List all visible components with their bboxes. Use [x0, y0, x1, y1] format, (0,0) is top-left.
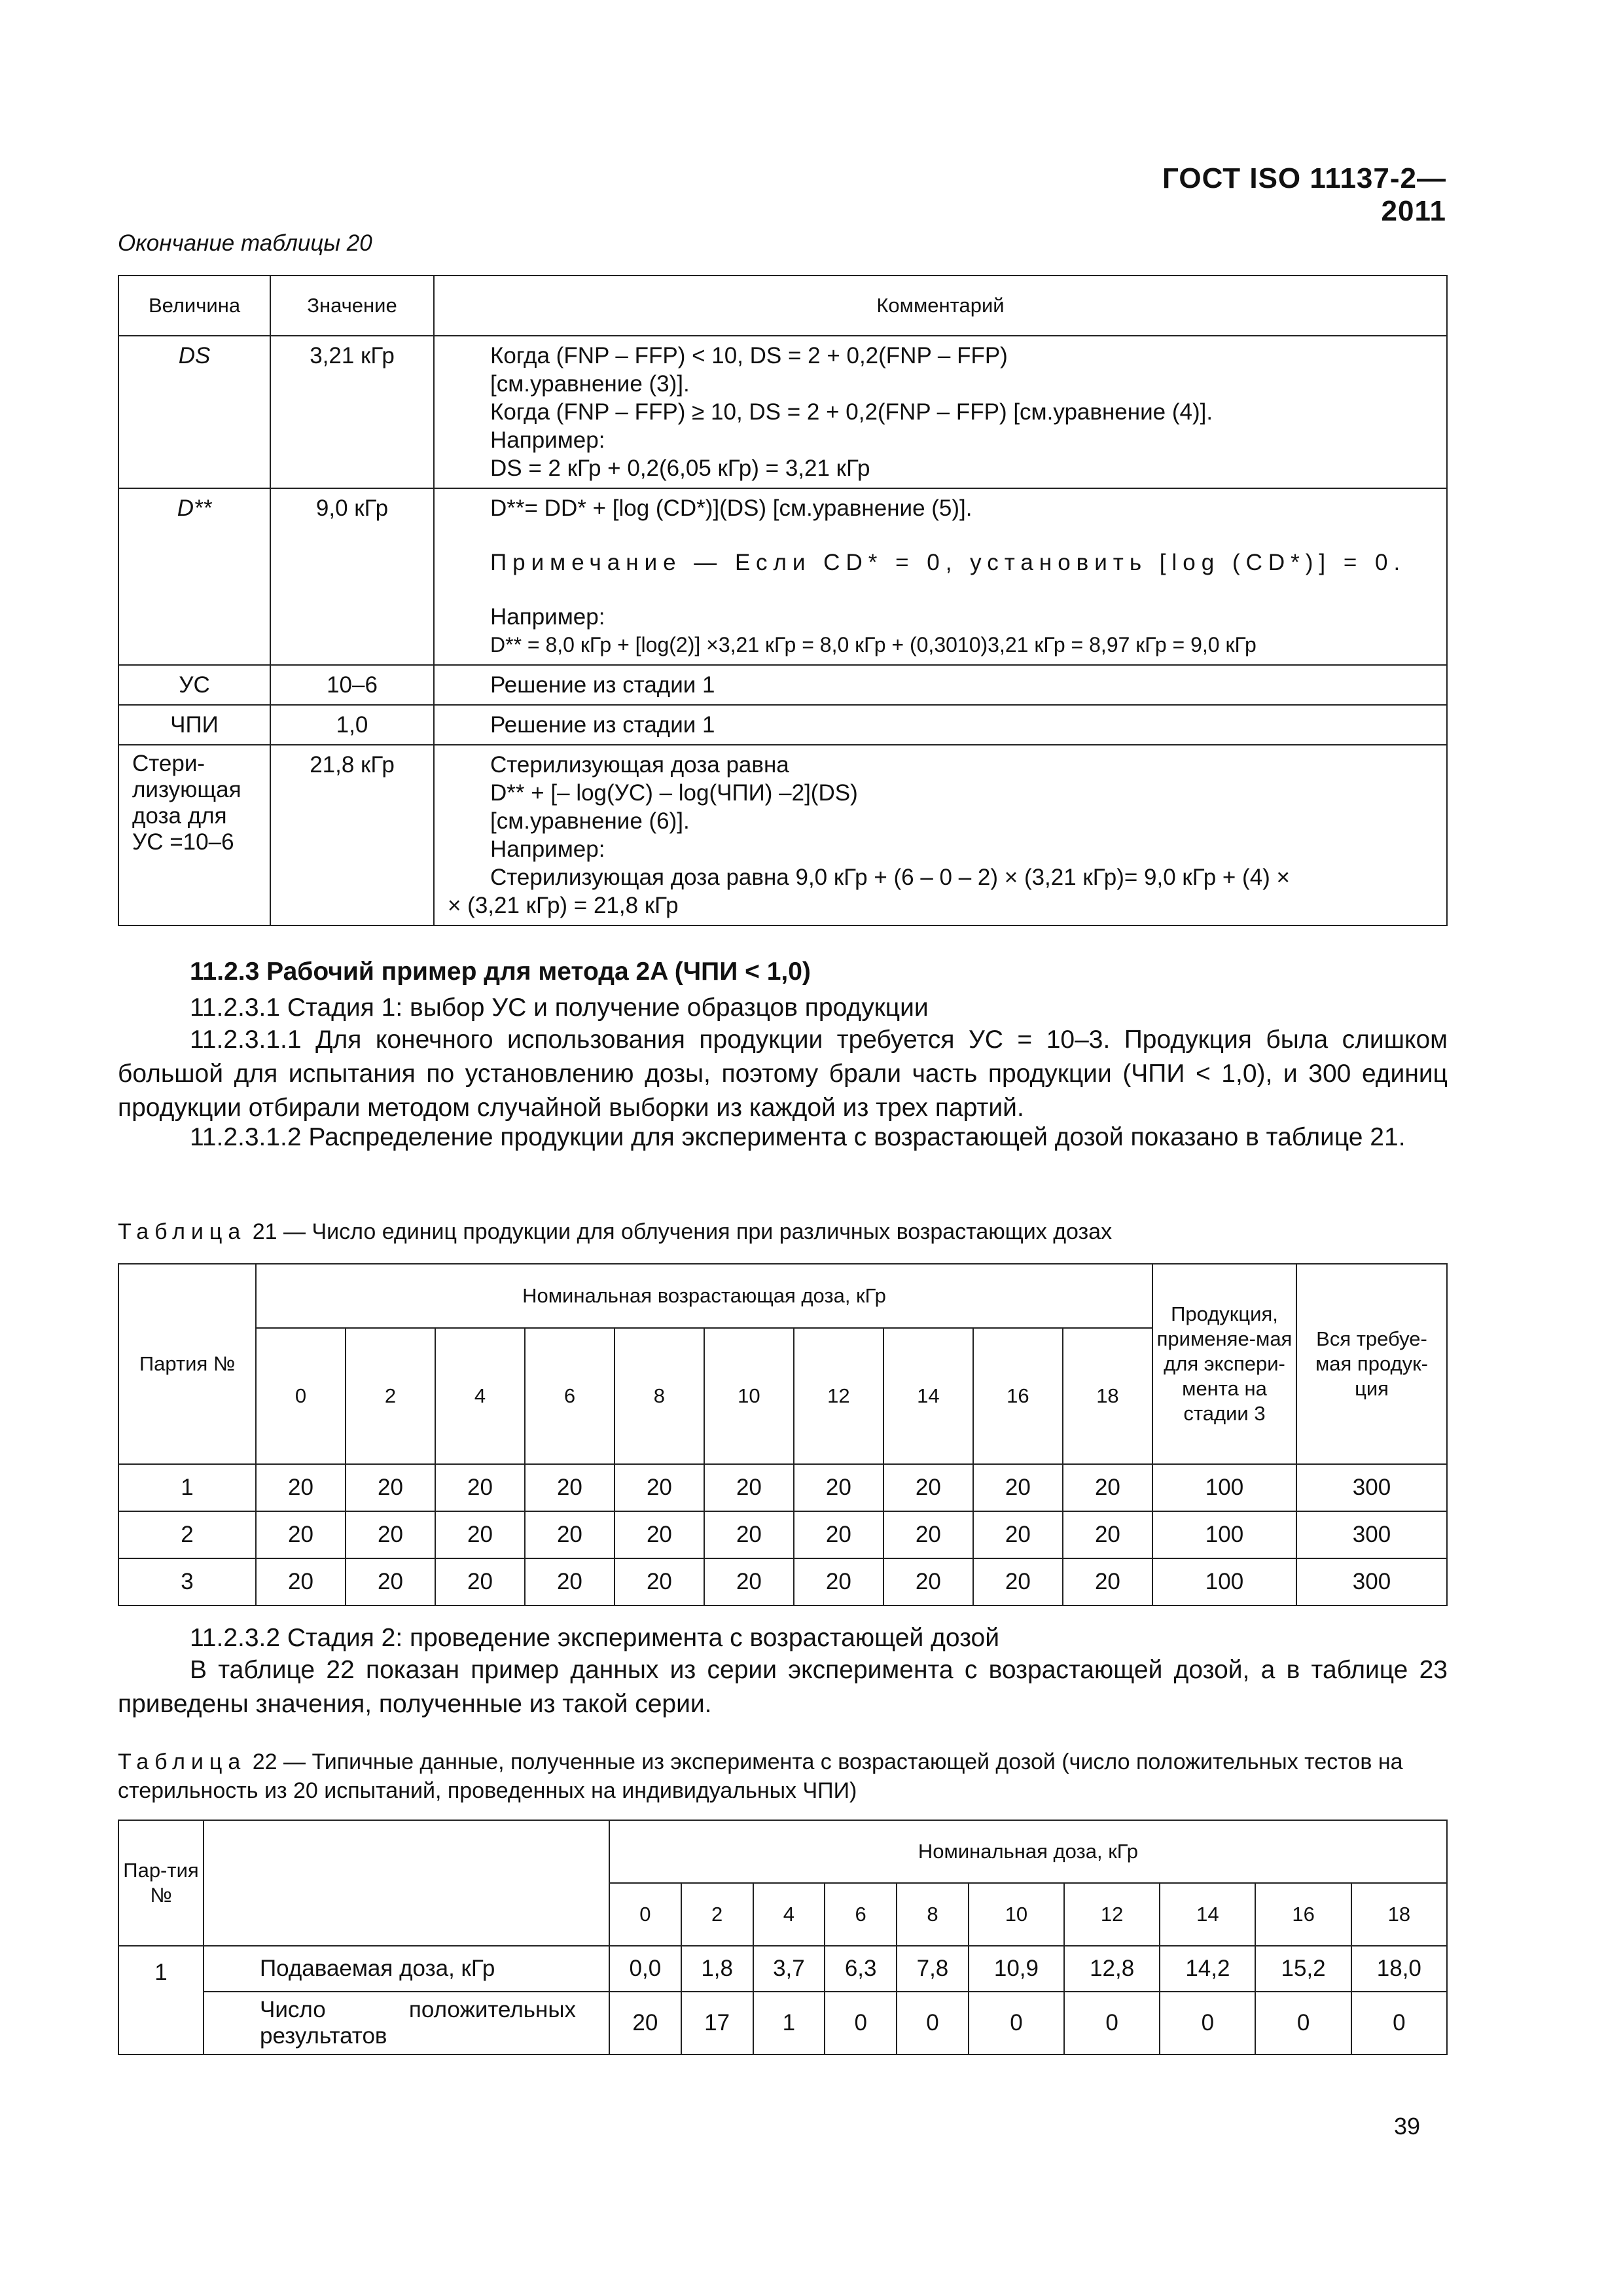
- value-cell: 20: [883, 1464, 973, 1511]
- batch-cell: 1: [118, 1464, 256, 1511]
- quantity-value: 9,0 кГр: [270, 488, 434, 665]
- value-cell: 1: [753, 1992, 825, 2054]
- value-cell: 18,0: [1351, 1946, 1447, 1992]
- value-cell: 20: [794, 1558, 883, 1605]
- dose-value: 16: [973, 1328, 1063, 1464]
- value-cell: 0: [969, 1992, 1064, 2054]
- quantity-comment: [434, 336, 1447, 488]
- value-cell: 20: [435, 1558, 525, 1605]
- comment-line: Стерилизующая доза равна 9,0 кГр + (6 – 0 – 2) × (3,21 кГр)= 9,0 кГр + (4) ×: [490, 865, 1290, 890]
- paragraph-stage2: 11.2.3.2 Стадия 2: проведение эксперимента с возрастающей дозой: [190, 1624, 999, 1652]
- value-cell: 20: [615, 1558, 704, 1605]
- value-cell: 20: [1063, 1511, 1152, 1558]
- dose-value: 4: [435, 1328, 525, 1464]
- value-cell: 20: [435, 1464, 525, 1511]
- value-cell: 20: [256, 1511, 346, 1558]
- quantity-value: 1,0: [270, 705, 434, 745]
- comment-line: Например:: [490, 836, 605, 862]
- quantity-value: 3,21 кГр: [270, 336, 434, 488]
- comment-line: DS = 2 кГр + 0,2(6,05 кГр) = 3,21 кГр: [490, 456, 870, 481]
- caption-label: Таблица: [118, 1749, 247, 1774]
- table-row: [118, 1558, 1447, 1605]
- batch-cell: 1: [118, 1946, 204, 2054]
- value-cell: 3,7: [753, 1946, 825, 1992]
- table-row: [118, 745, 1447, 925]
- value-cell: 20: [704, 1558, 794, 1605]
- value-cell: 20: [346, 1464, 435, 1511]
- table-row: [118, 1946, 1447, 1992]
- total-cell: 300: [1296, 1464, 1447, 1511]
- comment-line: Стерилизующая доза равна: [490, 752, 789, 778]
- table-row: [118, 1992, 1447, 2054]
- stage3-cell: 100: [1152, 1511, 1296, 1558]
- total-cell: 300: [1296, 1511, 1447, 1558]
- col-header-total: Вся требуе-мая продук-ция: [1296, 1264, 1447, 1464]
- quantity-comment: [434, 665, 1447, 705]
- dose-value: 12: [1064, 1883, 1160, 1946]
- stage3-cell: 100: [1152, 1464, 1296, 1511]
- table-row: [118, 705, 1447, 745]
- value-cell: 20: [973, 1464, 1063, 1511]
- col-header-blank: [204, 1820, 609, 1946]
- quantity-name: УС: [118, 665, 270, 705]
- stage3-cell: 100: [1152, 1558, 1296, 1605]
- value-cell: 20: [435, 1511, 525, 1558]
- comment-line: D** = 8,0 кГр + [log(2)] ×3,21 кГр = 8,0 кГр + (0,3010)3,21 кГр = 8,97 кГр = 9,0 кГр: [490, 633, 1257, 656]
- row-label: Число положительных результатов: [204, 1992, 609, 2054]
- dose-value: 6: [525, 1328, 615, 1464]
- paragraph-distribution: 11.2.3.1.2 Распределение продукции для эксперимента с возрастающей дозой показано в таблице 21.: [190, 1123, 1406, 1151]
- comment-line: D** + [– log(УС) – log(ЧПИ) –2](DS): [490, 780, 858, 806]
- table-row: [118, 488, 1447, 665]
- table-20: [118, 275, 1448, 926]
- comment-line: Например:: [490, 604, 605, 630]
- caption-text: 22 — Типичные данные, полученные из эксперимента с возрастающей дозой (число положительных тестов на стерильность из 20 испытаний, проведенных на индивидуальных ЧПИ): [118, 1749, 1403, 1803]
- quantity-name: DS: [118, 336, 270, 488]
- col-header-stage3: Продукция, применяе-мая для экспери-мента на стадии 3: [1152, 1264, 1296, 1464]
- dose-value: 8: [615, 1328, 704, 1464]
- table-header-row: [118, 1264, 1447, 1328]
- total-cell: 300: [1296, 1558, 1447, 1605]
- value-cell: 7,8: [897, 1946, 969, 1992]
- value-cell: 1,8: [681, 1946, 753, 1992]
- quantity-comment: [434, 488, 1447, 665]
- dose-value: 8: [897, 1883, 969, 1946]
- table-row: [118, 336, 1447, 488]
- value-cell: 0,0: [609, 1946, 681, 1992]
- comment-line: Например:: [490, 427, 605, 453]
- value-cell: 20: [883, 1511, 973, 1558]
- value-cell: 0: [1351, 1992, 1447, 2054]
- page-number: 39: [1394, 2113, 1421, 2140]
- quantity-value: 10–6: [270, 665, 434, 705]
- dose-value: 6: [825, 1883, 897, 1946]
- quantity-name: ЧПИ: [118, 705, 270, 745]
- value-cell: 20: [609, 1992, 681, 2054]
- table-header-row: [118, 276, 1447, 336]
- table-row: [118, 665, 1447, 705]
- comment-spacer: [490, 522, 1440, 548]
- dose-value: 10: [704, 1328, 794, 1464]
- comment-note: Примечание — Если CD* = 0, установить [log (CD*)] = 0.: [490, 550, 1406, 575]
- value-cell: 20: [615, 1464, 704, 1511]
- value-cell: 0: [1255, 1992, 1351, 2054]
- value-cell: 12,8: [1064, 1946, 1160, 1992]
- quantity-value: 21,8 кГр: [270, 745, 434, 925]
- batch-cell: 2: [118, 1511, 256, 1558]
- value-cell: 14,2: [1160, 1946, 1255, 1992]
- dose-value: 10: [969, 1883, 1064, 1946]
- comment-line: Решение из стадии 1: [490, 672, 715, 698]
- paragraph-requirement: 11.2.3.1.1 Для конечного использования продукции требуется УС = 10–3. Продукция была слишком большой для испытания по установлению дозы, поэтому брали часть продукции (ЧПИ < 1,0), и 300 единиц продукции отбирали методом случайной выборки из каждой из трех партий.: [118, 1026, 1448, 1122]
- dose-value: 16: [1255, 1883, 1351, 1946]
- table-row: [118, 1511, 1447, 1558]
- value-cell: 20: [256, 1464, 346, 1511]
- value-cell: 20: [973, 1558, 1063, 1605]
- value-cell: 0: [1064, 1992, 1160, 2054]
- quantity-comment: [434, 705, 1447, 745]
- value-cell: 20: [346, 1511, 435, 1558]
- table21-caption: [118, 1217, 1448, 1246]
- value-cell: 20: [704, 1511, 794, 1558]
- dose-value: 2: [346, 1328, 435, 1464]
- col-header-batch: Партия №: [118, 1264, 256, 1464]
- dose-value: 18: [1351, 1883, 1447, 1946]
- value-cell: 20: [1063, 1558, 1152, 1605]
- comment-line: Когда (FNP – FFP) ≥ 10, DS = 2 + 0,2(FNP – FFP) [см.уравнение (4)].: [490, 399, 1213, 425]
- value-cell: 17: [681, 1992, 753, 2054]
- col-header-dose: Номинальная возрастающая доза, кГр: [256, 1264, 1152, 1328]
- value-cell: 20: [973, 1511, 1063, 1558]
- value-cell: 0: [1160, 1992, 1255, 2054]
- value-cell: 20: [883, 1558, 973, 1605]
- quantity-name: Стери- лизующая доза для УС =10–6: [118, 745, 270, 925]
- caption-label: Таблица: [118, 1219, 247, 1244]
- value-cell: 0: [825, 1992, 897, 2054]
- value-cell: 20: [615, 1511, 704, 1558]
- value-cell: 20: [1063, 1464, 1152, 1511]
- comment-line: D**= DD* + [log (CD*)](DS) [см.уравнение (5)].: [490, 495, 972, 521]
- quantity-name: D**: [118, 488, 270, 665]
- dose-value: 12: [794, 1328, 883, 1464]
- col-header-batch: Пар-тия №: [118, 1820, 204, 1946]
- table22-caption: [118, 1748, 1448, 1805]
- row-label: Подаваемая доза, кГр: [204, 1946, 609, 1992]
- comment-line: Решение из стадии 1: [490, 712, 715, 738]
- dose-value: 18: [1063, 1328, 1152, 1464]
- dose-value: 0: [256, 1328, 346, 1464]
- value-cell: 20: [346, 1558, 435, 1605]
- comment-spacer: [490, 577, 1440, 603]
- paragraph-stage1: 11.2.3.1 Стадия 1: выбор УС и получение образцов продукции: [190, 994, 929, 1022]
- comment-line: [см.уравнение (6)].: [490, 808, 690, 834]
- dose-value: 14: [883, 1328, 973, 1464]
- value-cell: 6,3: [825, 1946, 897, 1992]
- value-cell: 20: [525, 1464, 615, 1511]
- quantity-comment: [434, 745, 1447, 925]
- value-cell: 20: [794, 1511, 883, 1558]
- dose-value: 2: [681, 1883, 753, 1946]
- table-row: [118, 1464, 1447, 1511]
- comment-line: Когда (FNP – FFP) < 10, DS = 2 + 0,2(FNP – FFP): [490, 343, 1008, 368]
- value-cell: 20: [794, 1464, 883, 1511]
- paragraph-table22-intro: В таблице 22 показан пример данных из серии эксперимента с возрастающей дозой, а в таблице 23 приведены значения, полученные из такой серии.: [118, 1656, 1448, 1718]
- section-heading: 11.2.3 Рабочий пример для метода 2A (ЧПИ < 1,0): [190, 958, 811, 986]
- dose-value: 14: [1160, 1883, 1255, 1946]
- value-cell: 10,9: [969, 1946, 1064, 1992]
- caption-text: 21 — Число единиц продукции для облучения при различных возрастающих дозах: [252, 1219, 1113, 1244]
- table20-continuation: Окончание таблицы 20: [118, 230, 372, 256]
- col-header-dose: Номинальная доза, кГр: [609, 1820, 1447, 1883]
- value-cell: 20: [256, 1558, 346, 1605]
- value-cell: 15,2: [1255, 1946, 1351, 1992]
- table-header-row: [118, 1820, 1447, 1883]
- value-cell: 20: [704, 1464, 794, 1511]
- col-header-quantity: Величина: [118, 276, 270, 336]
- document-id: ГОСТ ISO 11137-2—2011: [1162, 162, 1446, 227]
- value-cell: 0: [897, 1992, 969, 2054]
- table-21: [118, 1263, 1448, 1606]
- dose-value: 4: [753, 1883, 825, 1946]
- comment-line: [см.уравнение (3)].: [490, 371, 690, 397]
- col-header-comment: Комментарий: [434, 276, 1447, 336]
- col-header-value: Значение: [270, 276, 434, 336]
- batch-cell: 3: [118, 1558, 256, 1605]
- dose-value: 0: [609, 1883, 681, 1946]
- table-22: [118, 1820, 1448, 2055]
- value-cell: 20: [525, 1511, 615, 1558]
- value-cell: 20: [525, 1558, 615, 1605]
- comment-line: × (3,21 кГр) = 21,8 кГр: [448, 893, 679, 918]
